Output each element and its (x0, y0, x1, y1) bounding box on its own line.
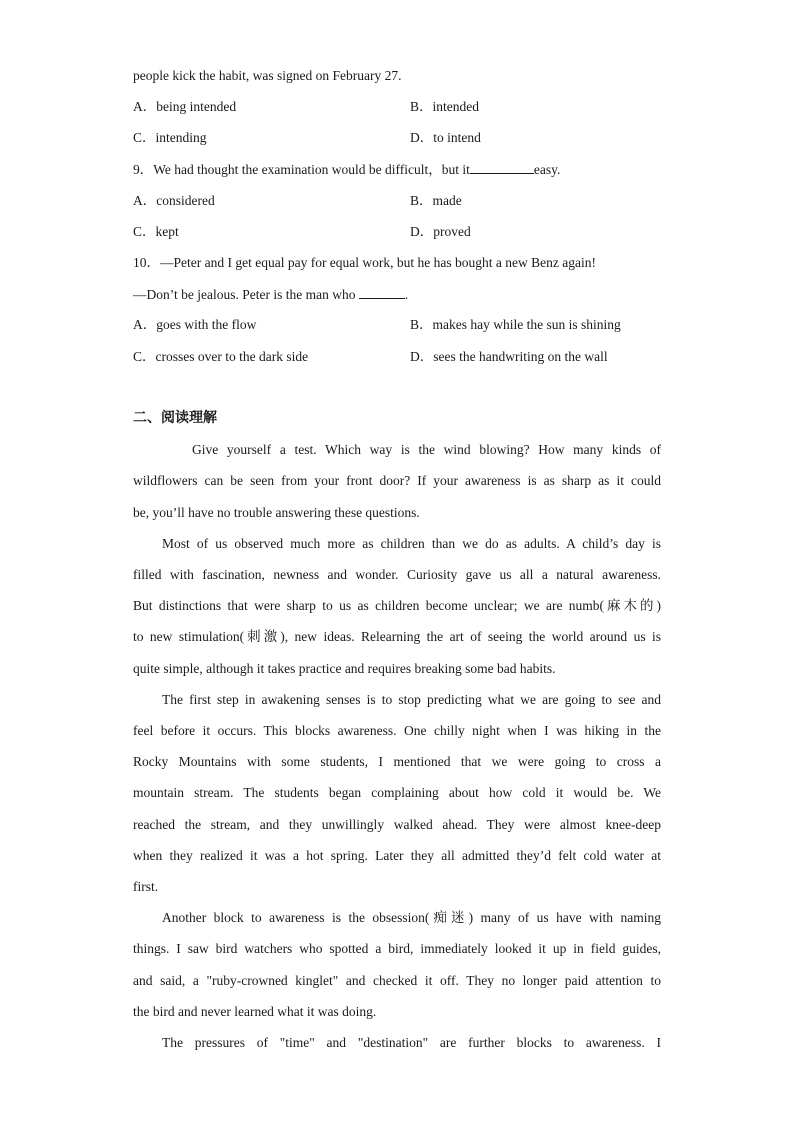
passage-line: first. (133, 879, 159, 894)
q9-stem (133, 159, 560, 180)
q10-stem-end: . (404, 287, 409, 302)
q9-option-a: A．considered (133, 193, 215, 208)
q10-stem-line1: 10．—Peter and I get equal pay for equal work, but he has bought a new Benz again! (133, 255, 596, 270)
passage-line: reached the stream, and they unwillingly walked ahead. They were almost knee-deep (133, 817, 661, 832)
q9-option-b: B．made (410, 193, 462, 208)
passage-line: Rocky Mountains with some students, I mentioned that we were going to cross a (133, 754, 661, 769)
passage-line: quite simple, although it takes practice and requires breaking some bad habits. (133, 661, 556, 676)
q8-option-b: B．intended (410, 99, 479, 114)
q9-option-d: D．proved (410, 224, 471, 239)
q9-option-c: C．kept (133, 224, 179, 239)
q8-option-a: A．being intended (133, 99, 237, 114)
q8-option-d: D．to intend (410, 130, 481, 145)
q8-stem-tail: people kick the habit, was signed on February 27. (133, 68, 402, 83)
q8-option-c: C．intending (133, 130, 207, 145)
passage-line: filled with fascination, newness and wonder. Curiosity gave us all a natural awareness. (133, 567, 661, 582)
q9-stem-text: 9．We had thought the examination would be difficult，but it (133, 162, 470, 177)
passage-line: Another block to awareness is the obsession(痴迷) many of us have with naming (162, 910, 661, 925)
passage-line: when they realized it was a hot spring. Later they all admitted they’d felt cold water at (133, 848, 661, 863)
passage-line: to new stimulation(刺激), new ideas. Relearning the art of seeing the world around us is (133, 629, 661, 644)
q10-answer-blank (359, 284, 405, 299)
passage-line: Give yourself a test. Which way is the wind blowing? How many kinds of (192, 442, 661, 457)
passage-line: The pressures of "time" and "destination" are further blocks to awareness. I (162, 1035, 661, 1050)
passage-line: things. I saw bird watchers who spotted a bird, immediately looked it up in field guides, (133, 941, 661, 956)
passage-line: wildflowers can be seen from your front door? If your awareness is as sharp as it could (133, 473, 661, 488)
passage-line: and said, a "ruby-crowned kinglet" and checked it off. They no longer paid attention to (133, 973, 661, 988)
q10-stem-text: —Don’t be jealous. Peter is the man who (133, 287, 356, 302)
passage-line: feel before it occurs. This blocks awareness. One chilly night when I was hiking in the (133, 723, 661, 738)
passage-line: The first step in awakening senses is to stop predicting what we are going to see and (162, 692, 661, 707)
q9-answer-blank (470, 159, 534, 174)
q10-option-d: D．sees the handwriting on the wall (410, 349, 608, 364)
passage-line: mountain stream. The students began complaining about how cold it would be. We (133, 785, 661, 800)
q10-stem-line2 (133, 284, 408, 305)
q10-option-c: C．crosses over to the dark side (133, 349, 309, 364)
passage-line: be, you’ll have no trouble answering these questions. (133, 505, 420, 520)
section-heading: 二、阅读理解 (133, 410, 217, 426)
passage-line: Most of us observed much more as children than we do as adults. A child’s day is (162, 536, 661, 551)
passage-line: the bird and never learned what it was doing. (133, 1004, 377, 1019)
q10-option-a: A．goes with the flow (133, 317, 257, 332)
q9-stem-end: easy. (533, 162, 561, 177)
q10-option-b: B．makes hay while the sun is shining (410, 317, 621, 332)
passage-line: But distinctions that were sharp to us as children become unclear; we are numb(麻木的) (133, 598, 661, 613)
